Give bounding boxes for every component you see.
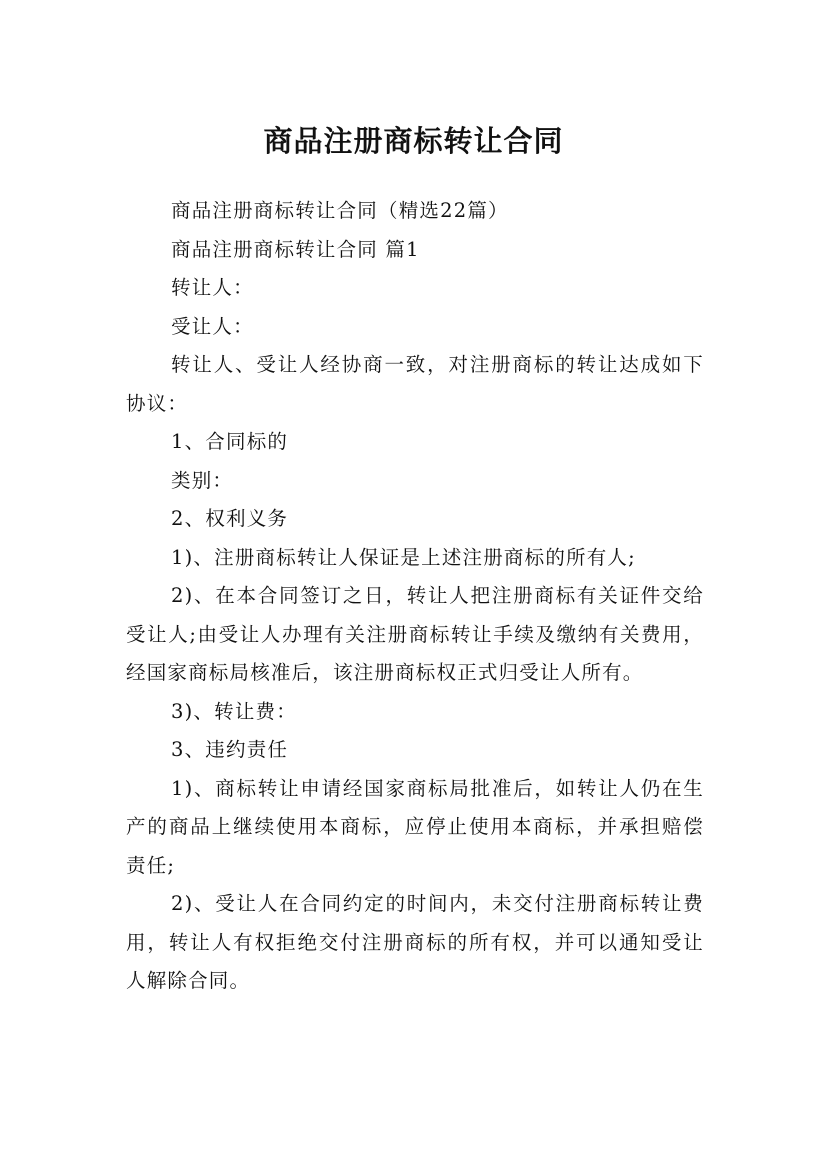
- document-body: [126, 192, 704, 1001]
- paragraph-section-heading: 商品注册商标转让合同 篇1: [171, 237, 420, 261]
- paragraph-clause-3: 3、违约责任: [171, 738, 289, 761]
- paragraph-transferee: 受让人：: [171, 314, 254, 338]
- paragraph-clause-2-3: 3)、转让费：: [171, 699, 297, 723]
- paragraph-clause-2-1: 1)、注册商标转让人保证是上述注册商标的所有人;: [171, 545, 636, 569]
- paragraph-clause-3-2: 2)、受让人在合同约定的时间内，未交付注册商标转让费用，转让人有权拒绝交付注册商标的所有权，并可以通知受让人解除合同。: [126, 892, 704, 992]
- paragraph-clause-2-2: 2)、在本合同签订之日，转让人把注册商标有关证件交给受让人;由受让人办理有关注册商标转让手续及缴纳有关费用，经国家商标局核准后，该注册商标权正式归受让人所有。: [126, 584, 704, 684]
- paragraph-clause-3-1: 1)、商标转让申请经国家商标局批准后，如转让人仍在生产的商品上继续使用本商标，应停止使用本商标，并承担赔偿责任;: [126, 776, 704, 877]
- document-title: 商品注册商标转让合同: [263, 124, 564, 159]
- paragraph-subtitle: 商品注册商标转让合同（精选22篇）: [171, 199, 509, 222]
- paragraph-clause-2: 2、权利义务: [171, 507, 289, 530]
- paragraph-transferor: 转让人：: [171, 276, 254, 299]
- paragraph-category: 类别：: [171, 468, 234, 492]
- paragraph-clause-1: 1、合同标的: [171, 430, 289, 453]
- paragraph-agreement-intro: 转让人、受让人经协商一致，对注册商标的转让达成如下协议：: [126, 353, 704, 415]
